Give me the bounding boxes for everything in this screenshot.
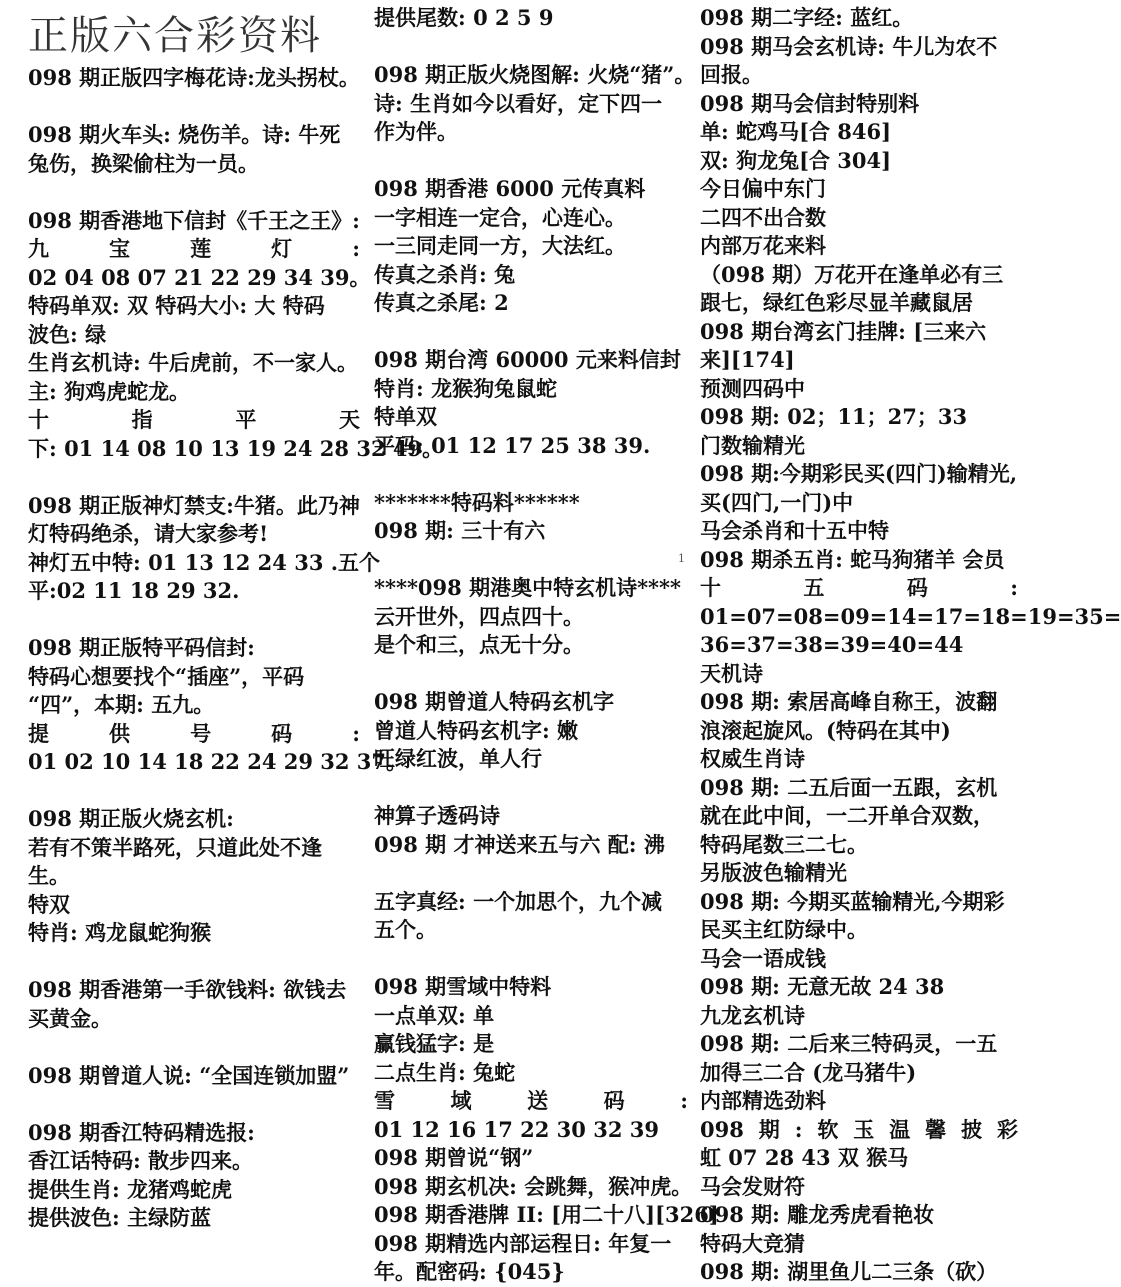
word: 灯 xyxy=(271,236,293,261)
blank-line xyxy=(374,945,688,974)
text-line: 098 期曾道人说: “全国连锁加盟” xyxy=(28,1062,350,1088)
text-line: 若有不策半路死，只道此处不逢 xyxy=(28,834,322,860)
word: 码 xyxy=(603,1088,625,1113)
blank-line xyxy=(374,660,688,689)
text-line: （098 期）万花开在逢单必有三 xyxy=(700,261,1004,287)
text-line: 旺绿红波，单人行 xyxy=(374,746,542,771)
text-line: 098 期马会信封特别料 xyxy=(700,90,920,116)
text-line: 特肖: 鸡龙鼠蛇狗猴 xyxy=(28,920,212,945)
text-line: 098 期: 无意无故 24 38 xyxy=(700,974,945,999)
blank-line xyxy=(28,178,360,207)
text-line: 一字相连一定合，心连心。 xyxy=(374,204,626,230)
blank-line xyxy=(28,1033,360,1062)
text-line: 02 04 08 07 21 22 29 34 39。 xyxy=(28,264,371,290)
text-line: 回报。 xyxy=(700,62,763,87)
blank-line xyxy=(374,318,688,347)
text-line: 马会杀肖和十五中特 xyxy=(700,518,889,543)
text-line: 虹 07 28 43 双 猴马 xyxy=(700,1145,909,1170)
text-line: 特双 xyxy=(28,891,70,917)
text-line xyxy=(28,406,360,435)
text-line: 跟七，绿红色彩尽显羊藏鼠居 xyxy=(700,290,973,315)
text-line xyxy=(374,1087,688,1116)
text-line: 098 期香港第一手欲钱料: 欲钱去 xyxy=(28,977,347,1002)
text-line: 098 期正版四字梅花诗:龙头拐杖。 xyxy=(28,65,360,90)
blank-line xyxy=(374,460,688,489)
text-line: 买(四门,一门)中 xyxy=(700,489,854,515)
text-line: 098 期: 三十有六 xyxy=(374,518,546,543)
text-line: 特单双 xyxy=(374,404,437,429)
text-line: *******特码料****** xyxy=(374,489,580,515)
word: 号 xyxy=(190,720,212,746)
page-title: 正版六合彩资料 xyxy=(28,13,322,59)
text-line: 来][174] xyxy=(700,347,795,372)
text-line: 特码单双: 双 特码大小: 大 特码 xyxy=(28,293,325,318)
text-line: 是个和三，点无十分。 xyxy=(374,632,584,657)
word: 五 xyxy=(803,575,825,600)
text-line: 权威生肖诗 xyxy=(700,746,805,771)
text-line: 01 12 16 17 22 30 32 39 xyxy=(374,1116,659,1142)
text-line: 01 02 10 14 18 22 24 29 32 37。 xyxy=(28,749,408,774)
word: 098 xyxy=(700,1116,744,1142)
text-line: 098 期: 今期买蓝输精光,今期彩 xyxy=(700,888,1005,914)
text-line: 生。 xyxy=(28,863,70,888)
word: 十 xyxy=(700,575,721,600)
word: : xyxy=(352,236,360,261)
blank-line xyxy=(374,147,688,176)
text-line: 主: 狗鸡虎蛇龙。 xyxy=(28,378,191,404)
blank-line xyxy=(374,33,688,62)
text-line: 内部万花来料 xyxy=(700,233,826,258)
text-line: 五个。 xyxy=(374,917,437,942)
middle-column xyxy=(374,4,719,1284)
text-line: 098 期香港牌 II: [用二十八][326] xyxy=(374,1202,719,1227)
word: 供 xyxy=(109,720,131,746)
text-line: ****098 期港奥中特玄机诗**** xyxy=(374,575,682,600)
text-line: 提供尾数: 0 2 5 9 xyxy=(374,5,554,30)
word: : xyxy=(1010,575,1018,600)
text-line: 098 期台湾玄门挂牌: [三来六 xyxy=(700,318,987,344)
text-line: 马会一语成钱 xyxy=(700,945,826,971)
text-line: 提供波色: 主绿防蓝 xyxy=(28,1205,212,1230)
text-line: 098 期马会玄机诗: 牛儿为农不 xyxy=(700,33,998,59)
text-line: 云开世外，四点四十。 xyxy=(374,603,584,629)
word: 提 xyxy=(28,720,49,746)
text-line xyxy=(28,235,360,264)
text-line: 098 期: 索居高峰自称王，波翻 xyxy=(700,689,998,714)
text-line: 098 期: 02；11；27；33 xyxy=(700,404,968,429)
word: 送 xyxy=(527,1088,549,1113)
text-line: 一三同走同一方，大法红。 xyxy=(374,233,626,258)
text-line: 098 期台湾 60000 元来料信封 xyxy=(374,347,681,372)
text-line xyxy=(700,1116,1018,1145)
text-line: 内部精选劲料 xyxy=(700,1088,826,1113)
text-line: 神算子透码诗 xyxy=(374,803,500,828)
page-number: 1 xyxy=(678,552,685,565)
blank-line xyxy=(28,948,360,977)
text-line: 灯特码绝杀，请大家参考! xyxy=(28,521,269,546)
text-line: 特码尾数三二七。 xyxy=(700,831,868,857)
text-line: 098 期正版特平码信封: xyxy=(28,635,255,660)
text-line: 098 期雪域中特料 xyxy=(374,974,552,999)
text-line: 生肖玄机诗: 牛后虎前，不一家人。 xyxy=(28,350,359,375)
text-line: 098 期: 二五后面一五跟，玄机 xyxy=(700,774,998,800)
text-line: 平:02 11 18 29 32. xyxy=(28,578,240,603)
text-line: 特码大竞猜 xyxy=(700,1230,805,1256)
word: 平 xyxy=(235,407,257,432)
text-line: 098 期曾说“钢” xyxy=(374,1145,534,1170)
text-line: 098 期: 湖里鱼儿二三条（砍） xyxy=(700,1259,998,1284)
text-line: 平码: 01 12 17 25 38 39. xyxy=(374,432,651,458)
blank-line xyxy=(374,774,688,803)
text-line: 二四不出合数 xyxy=(700,204,826,230)
text-line: 加得三二合 (龙马猪牛) xyxy=(700,1059,917,1085)
text-line: 赢钱猛字: 是 xyxy=(374,1031,495,1056)
word: 莲 xyxy=(190,236,212,261)
text-line: 曾道人特码玄机字: 嫩 xyxy=(374,717,579,743)
text-line: 诗: 生肖如今以看好，定下四一 xyxy=(374,90,663,116)
text-line: 098 期正版神灯禁支:牛猪。此乃神 xyxy=(28,492,360,518)
text-line: 香江话特码: 散步四来。 xyxy=(28,1148,254,1173)
text-line: 预测四码中 xyxy=(700,375,805,401)
text-line: 买黄金。 xyxy=(28,1005,112,1031)
text-line: 今日偏中东门 xyxy=(700,176,826,201)
word: 码 xyxy=(271,720,293,746)
text-line xyxy=(700,574,1018,603)
text-line: 098 期精选内部运程日: 年复一 xyxy=(374,1230,672,1256)
text-line: 特码心想要找个“插座”，平码 xyxy=(28,663,305,689)
text-line: 单: 蛇鸡马[合 846] xyxy=(700,119,892,144)
word: 宝 xyxy=(109,236,131,261)
text-line: 098 期正版火烧图解: 火烧“猪”。 xyxy=(374,62,696,87)
word: 玉 xyxy=(853,1116,875,1142)
word: 雪 xyxy=(374,1088,395,1113)
text-line: 传真之杀尾: 2 xyxy=(374,290,509,315)
word: 天 xyxy=(338,407,360,432)
word: 馨 xyxy=(925,1116,947,1142)
text-line: 九龙玄机诗 xyxy=(700,1002,805,1028)
blank-line xyxy=(374,859,688,888)
blank-line xyxy=(28,93,360,122)
word: : xyxy=(794,1116,803,1142)
text-line: 36=37=38=39=40=44 xyxy=(700,632,964,657)
text-line: 波色: 绿 xyxy=(28,321,107,347)
word: 域 xyxy=(450,1088,472,1113)
text-line: 098 期: 雕龙秀虎看艳妆 xyxy=(700,1202,935,1227)
text-line: 就在此中间，一二开单合双数， xyxy=(700,803,994,828)
word: 指 xyxy=(131,407,153,432)
text-line: 098 期火车头: 烧伤羊。诗: 牛死 xyxy=(28,122,341,147)
text-line: 098 期香港 6000 元传真料 xyxy=(374,176,646,201)
blank-line xyxy=(374,546,688,575)
text-line: 双: 狗龙兔[合 304] xyxy=(700,147,892,173)
text-line: 098 期曾道人特码玄机字 xyxy=(374,689,615,714)
text-line: 二点生肖: 兔蛇 xyxy=(374,1059,516,1085)
word: 十 xyxy=(28,407,49,432)
text-line xyxy=(28,720,360,749)
text-line: 马会发财符 xyxy=(700,1173,805,1199)
text-line: 098 期香江特码精选报: xyxy=(28,1119,255,1145)
word: 披 xyxy=(961,1116,983,1142)
word: 温 xyxy=(889,1116,911,1142)
text-line: 神灯五中特: 01 13 12 24 33 .五个 xyxy=(28,549,381,575)
text-line: 098 期: 二后来三特码灵，一五 xyxy=(700,1031,998,1056)
word: : xyxy=(680,1088,688,1113)
blank-line xyxy=(28,606,360,635)
right-column xyxy=(700,4,1121,1284)
text-line: 作为伴。 xyxy=(374,119,458,144)
text-line: 098 期玄机决: 会跳舞，猴冲虎。 xyxy=(374,1173,693,1199)
text-line: “四”，本期: 五九。 xyxy=(28,692,215,717)
text-line: 下: 01 14 08 10 13 19 24 28 32 49。 xyxy=(28,435,444,461)
text-line: 另版波色输精光 xyxy=(700,860,847,885)
text-line: 098 期香港地下信封《千王之王》: xyxy=(28,207,360,233)
word: 九 xyxy=(28,236,49,261)
text-line: 五字真经: 一个加思个，九个减 xyxy=(374,888,663,914)
blank-line xyxy=(28,463,360,492)
text-line: 098 期:今期彩民买(四门)输精光, xyxy=(700,461,1018,486)
word: 码 xyxy=(906,575,928,600)
text-line: 年。配密码: {045} xyxy=(374,1259,565,1284)
text-line: 一点单双: 单 xyxy=(374,1002,495,1028)
text-line: 098 期杀五肖: 蛇马狗猪羊 会员 xyxy=(700,546,1005,572)
text-line: 提供生肖: 龙猪鸡蛇虎 xyxy=(28,1176,233,1202)
word: : xyxy=(352,720,360,746)
text-line: 兔伤，换梁偷柱为一员。 xyxy=(28,150,259,176)
text-line: 传真之杀肖: 兔 xyxy=(374,261,516,287)
text-line: 098 期二字经: 蓝红。 xyxy=(700,5,914,30)
text-line: 民买主红防绿中。 xyxy=(700,917,868,942)
word: 软 xyxy=(817,1116,839,1142)
text-line: 浪滚起旋风。(特码在其中) xyxy=(700,717,951,743)
text-line: 098 期正版火烧玄机: xyxy=(28,806,234,831)
text-line: 098 期 才神送来五与六 配: 沸 xyxy=(374,831,665,857)
text-line: 01=07=08=09=14=17=18=19=35= xyxy=(700,603,1121,629)
blank-line xyxy=(28,1090,360,1119)
word: 期 xyxy=(758,1116,780,1142)
text-line: 特肖: 龙猴狗兔鼠蛇 xyxy=(374,375,558,401)
text-line: 天机诗 xyxy=(700,660,763,686)
text-line: 门数输精光 xyxy=(700,432,805,458)
word: 彩 xyxy=(996,1116,1018,1142)
blank-line xyxy=(28,777,360,806)
